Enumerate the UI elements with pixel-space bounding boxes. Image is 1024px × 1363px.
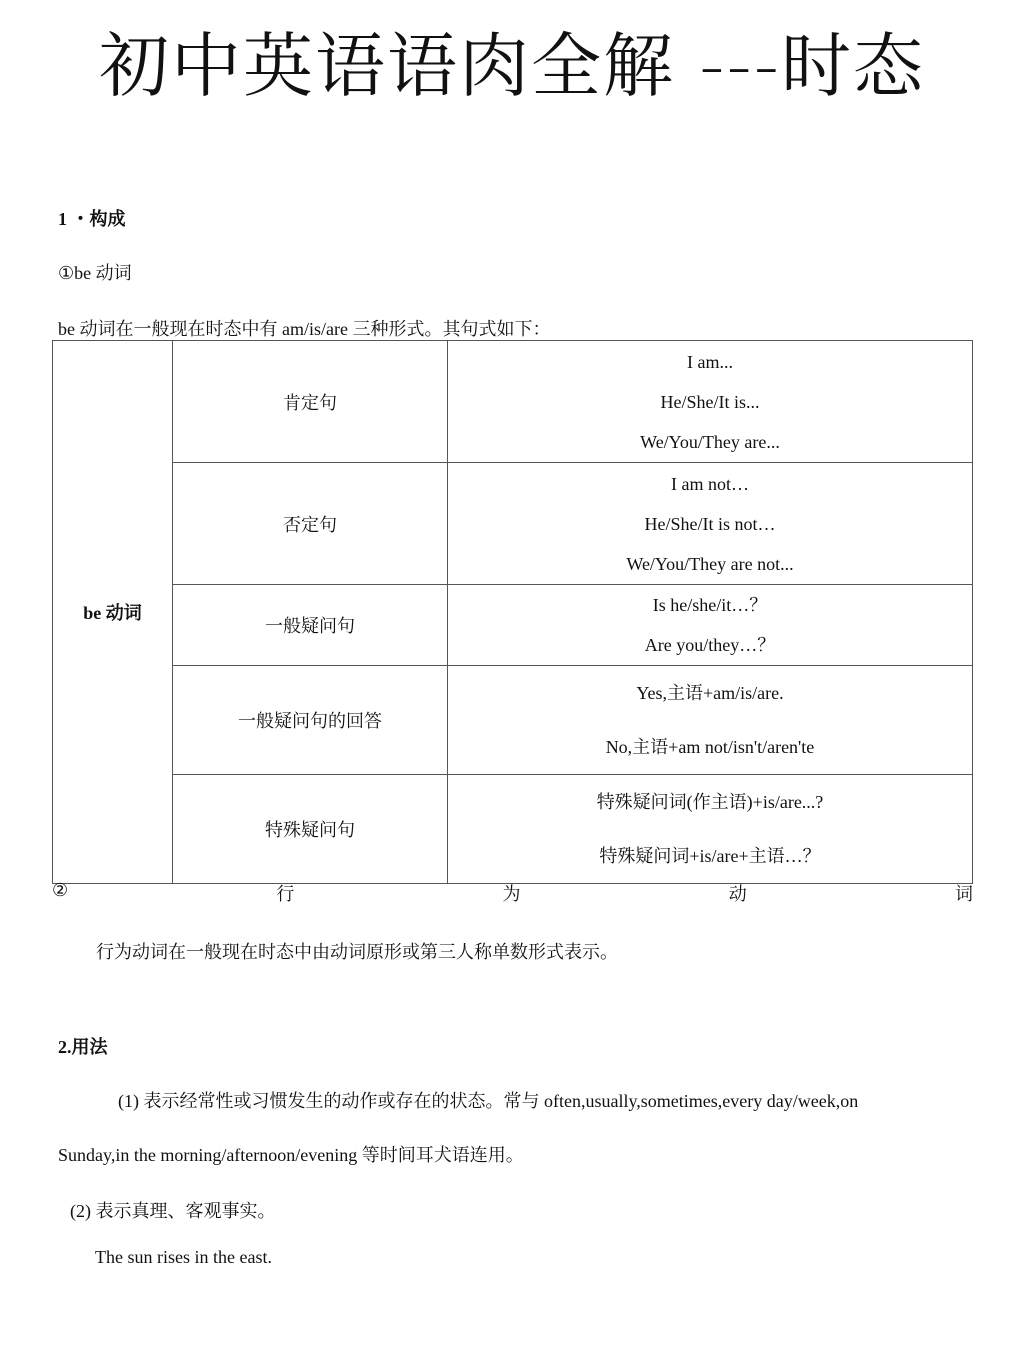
usage-item-2: (2) 表示真理、客观事实。 xyxy=(70,1201,276,1221)
be-verb-intro: be 动词在一般现在时态中有 am/is/are 三种形式。其句式如下： xyxy=(58,319,551,339)
example-line: We/You/They are... xyxy=(640,431,780,452)
sentence-type-cell: 特殊疑问句 xyxy=(173,775,448,884)
sentence-type-cell: 否定句 xyxy=(173,463,448,585)
example-line: No,主语+am not/isn't/aren'te xyxy=(605,737,815,757)
action-verb-text: 行为动词在一般现在时态中由动词原形或第三人称单数形式表示。 xyxy=(96,942,618,962)
examples-cell xyxy=(448,585,973,666)
example-line: He/She/It is not… xyxy=(644,513,776,534)
table-row xyxy=(53,341,973,463)
example-line: Yes,主语+am/is/are. xyxy=(636,683,784,703)
table-row xyxy=(53,585,973,666)
example-line: Is he/she/it…？ xyxy=(652,595,768,615)
subsection-char: 词 xyxy=(954,884,973,904)
example-sentence: The sun rises in the east. xyxy=(95,1247,272,1267)
examples-cell xyxy=(448,666,973,775)
example-line: I am not… xyxy=(671,473,749,494)
subsection-char: ② xyxy=(52,880,69,900)
example-line: He/She/It is... xyxy=(660,391,760,412)
examples-cell xyxy=(448,341,973,463)
section2-heading: 2.用法 xyxy=(58,1037,108,1057)
sentence-type-cell: 一般疑问句的回答 xyxy=(173,666,448,775)
example-line: I am... xyxy=(687,351,733,372)
section1-heading: 1 ・构成 xyxy=(58,209,126,229)
subsection-char: 行 xyxy=(276,884,295,904)
verb-cell: be 动词 xyxy=(53,341,173,884)
page-title: 初中英语语肉全解 ---时态 xyxy=(98,25,926,107)
usage-item-1-line-1: (1) 表示经常性或习惯发生的动作或存在的状态。常与 often,usually,sometimes,every day/week,on xyxy=(118,1091,859,1111)
table-row xyxy=(53,463,973,585)
sentence-type-cell: 肯定句 xyxy=(173,341,448,463)
subsection-be-verb: ①be 动词 xyxy=(58,263,132,283)
subsection-char: 动 xyxy=(728,884,747,904)
subsection-char: 为 xyxy=(502,884,521,904)
examples-cell xyxy=(448,775,973,884)
sentence-type-cell: 一般疑问句 xyxy=(173,585,448,666)
subsection-action-verb xyxy=(52,880,973,906)
table-row xyxy=(53,775,973,884)
usage-item-1-line-2: Sunday,in the morning/afternoon/evening 等时间耳犬语连用。 xyxy=(58,1145,524,1165)
examples-cell xyxy=(448,463,973,585)
example-line: Are you/they…？ xyxy=(644,635,776,655)
example-line: 特殊疑问词(作主语)+is/are...? xyxy=(596,792,824,812)
example-line: We/You/They are not... xyxy=(626,553,794,574)
example-line: 特殊疑问词+is/are+主语…？ xyxy=(599,846,821,866)
table-row xyxy=(53,666,973,775)
be-verb-table xyxy=(52,340,973,884)
